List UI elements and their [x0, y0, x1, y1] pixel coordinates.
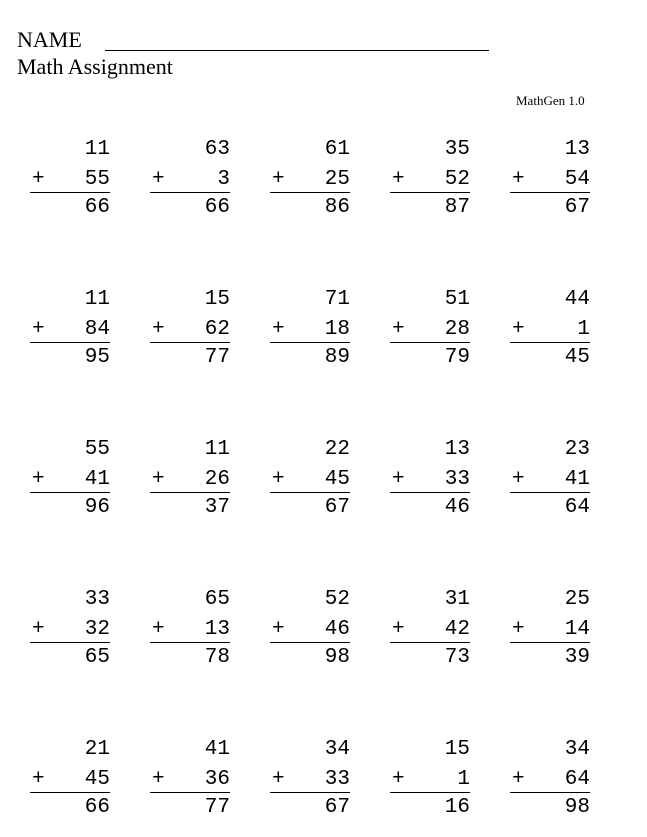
plus-sign: +: [392, 468, 405, 491]
addition-problem: [510, 585, 590, 673]
answer: 16: [444, 796, 470, 819]
plus-sign: +: [152, 318, 165, 341]
addend-bottom: 84: [84, 318, 110, 341]
addition-problem: [30, 135, 110, 223]
answer: 64: [564, 496, 590, 519]
addend-bottom: 3: [217, 168, 230, 191]
addition-problem: [510, 435, 590, 523]
addend-top: 31: [444, 588, 470, 611]
answer: 37: [204, 496, 230, 519]
addition-problem: [150, 735, 230, 823]
addend-top: 23: [564, 438, 590, 461]
addend-top: 11: [84, 138, 110, 161]
addition-problem: [270, 285, 350, 373]
addend-top: 61: [324, 138, 350, 161]
addend-top: 21: [84, 738, 110, 761]
addend-bottom: 33: [444, 468, 470, 491]
plus-sign: +: [152, 468, 165, 491]
answer: 95: [84, 346, 110, 369]
addition-problem: [30, 285, 110, 373]
addend-top: 25: [564, 588, 590, 611]
addend-top: 51: [444, 288, 470, 311]
addition-problem: [390, 735, 470, 823]
name-label: NAME: [17, 27, 82, 52]
plus-sign: +: [392, 768, 405, 791]
plus-sign: +: [32, 768, 45, 791]
addition-problem: [150, 285, 230, 373]
plus-sign: +: [512, 318, 525, 341]
plus-sign: +: [272, 618, 285, 641]
answer: 98: [324, 646, 350, 669]
addition-problem: [390, 135, 470, 223]
plus-sign: +: [512, 768, 525, 791]
addition-problem: [390, 585, 470, 673]
plus-sign: +: [152, 618, 165, 641]
addend-top: 15: [444, 738, 470, 761]
addend-top: 11: [204, 438, 230, 461]
plus-sign: +: [392, 168, 405, 191]
name-blank-line[interactable]: [105, 50, 489, 51]
addend-bottom: 26: [204, 468, 230, 491]
plus-sign: +: [272, 468, 285, 491]
addend-bottom: 41: [564, 468, 590, 491]
answer: 67: [324, 796, 350, 819]
addend-bottom: 1: [457, 768, 470, 791]
addition-problem: [30, 435, 110, 523]
addend-bottom: 45: [324, 468, 350, 491]
addend-top: 65: [204, 588, 230, 611]
addition-problem: [270, 735, 350, 823]
addend-top: 63: [204, 138, 230, 161]
addend-bottom: 45: [84, 768, 110, 791]
addend-top: 15: [204, 288, 230, 311]
addend-top: 13: [444, 438, 470, 461]
plus-sign: +: [512, 168, 525, 191]
answer: 67: [324, 496, 350, 519]
addend-bottom: 25: [324, 168, 350, 191]
addend-top: 33: [84, 588, 110, 611]
addend-bottom: 46: [324, 618, 350, 641]
addend-bottom: 55: [84, 168, 110, 191]
plus-sign: +: [32, 468, 45, 491]
addition-problem: [510, 285, 590, 373]
answer: 96: [84, 496, 110, 519]
answer: 89: [324, 346, 350, 369]
answer: 86: [324, 196, 350, 219]
addend-top: 44: [564, 288, 590, 311]
plus-sign: +: [32, 318, 45, 341]
addend-bottom: 42: [444, 618, 470, 641]
plus-sign: +: [32, 618, 45, 641]
addend-top: 52: [324, 588, 350, 611]
plus-sign: +: [272, 768, 285, 791]
addend-top: 71: [324, 288, 350, 311]
addend-top: 35: [444, 138, 470, 161]
addend-bottom: 14: [564, 618, 590, 641]
plus-sign: +: [392, 618, 405, 641]
addend-bottom: 64: [564, 768, 590, 791]
addend-bottom: 13: [204, 618, 230, 641]
page-title: Math Assignment: [17, 54, 173, 79]
addition-problem: [510, 735, 590, 823]
answer: 98: [564, 796, 590, 819]
plus-sign: +: [152, 768, 165, 791]
answer: 73: [444, 646, 470, 669]
addend-top: 55: [84, 438, 110, 461]
addition-problem: [30, 585, 110, 673]
answer: 79: [444, 346, 470, 369]
plus-sign: +: [392, 318, 405, 341]
addition-problem: [270, 135, 350, 223]
addend-top: 11: [84, 288, 110, 311]
addition-problem: [150, 585, 230, 673]
addend-top: 41: [204, 738, 230, 761]
addend-bottom: 62: [204, 318, 230, 341]
plus-sign: +: [272, 168, 285, 191]
addend-bottom: 41: [84, 468, 110, 491]
answer: 77: [204, 346, 230, 369]
addend-top: 13: [564, 138, 590, 161]
plus-sign: +: [32, 168, 45, 191]
addend-bottom: 52: [444, 168, 470, 191]
addend-top: 34: [564, 738, 590, 761]
addition-problem: [270, 585, 350, 673]
answer: 39: [564, 646, 590, 669]
answer: 67: [564, 196, 590, 219]
answer: 66: [84, 796, 110, 819]
addition-problem: [30, 735, 110, 823]
addend-bottom: 54: [564, 168, 590, 191]
plus-sign: +: [512, 468, 525, 491]
addend-bottom: 18: [324, 318, 350, 341]
plus-sign: +: [152, 168, 165, 191]
addend-bottom: 32: [84, 618, 110, 641]
answer: 77: [204, 796, 230, 819]
answer: 66: [84, 196, 110, 219]
addition-problem: [390, 435, 470, 523]
answer: 78: [204, 646, 230, 669]
answer: 45: [564, 346, 590, 369]
answer: 66: [204, 196, 230, 219]
addend-bottom: 1: [577, 318, 590, 341]
plus-sign: +: [272, 318, 285, 341]
addition-problem: [390, 285, 470, 373]
answer: 46: [444, 496, 470, 519]
answer: 87: [444, 196, 470, 219]
addend-bottom: 33: [324, 768, 350, 791]
addend-top: 22: [324, 438, 350, 461]
generator-label: MathGen 1.0: [516, 93, 585, 108]
answer: 65: [84, 646, 110, 669]
addend-top: 34: [324, 738, 350, 761]
addend-bottom: 36: [204, 768, 230, 791]
addend-bottom: 28: [444, 318, 470, 341]
addition-problem: [510, 135, 590, 223]
addition-problem: [150, 135, 230, 223]
plus-sign: +: [512, 618, 525, 641]
addition-problem: [270, 435, 350, 523]
addition-problem: [150, 435, 230, 523]
